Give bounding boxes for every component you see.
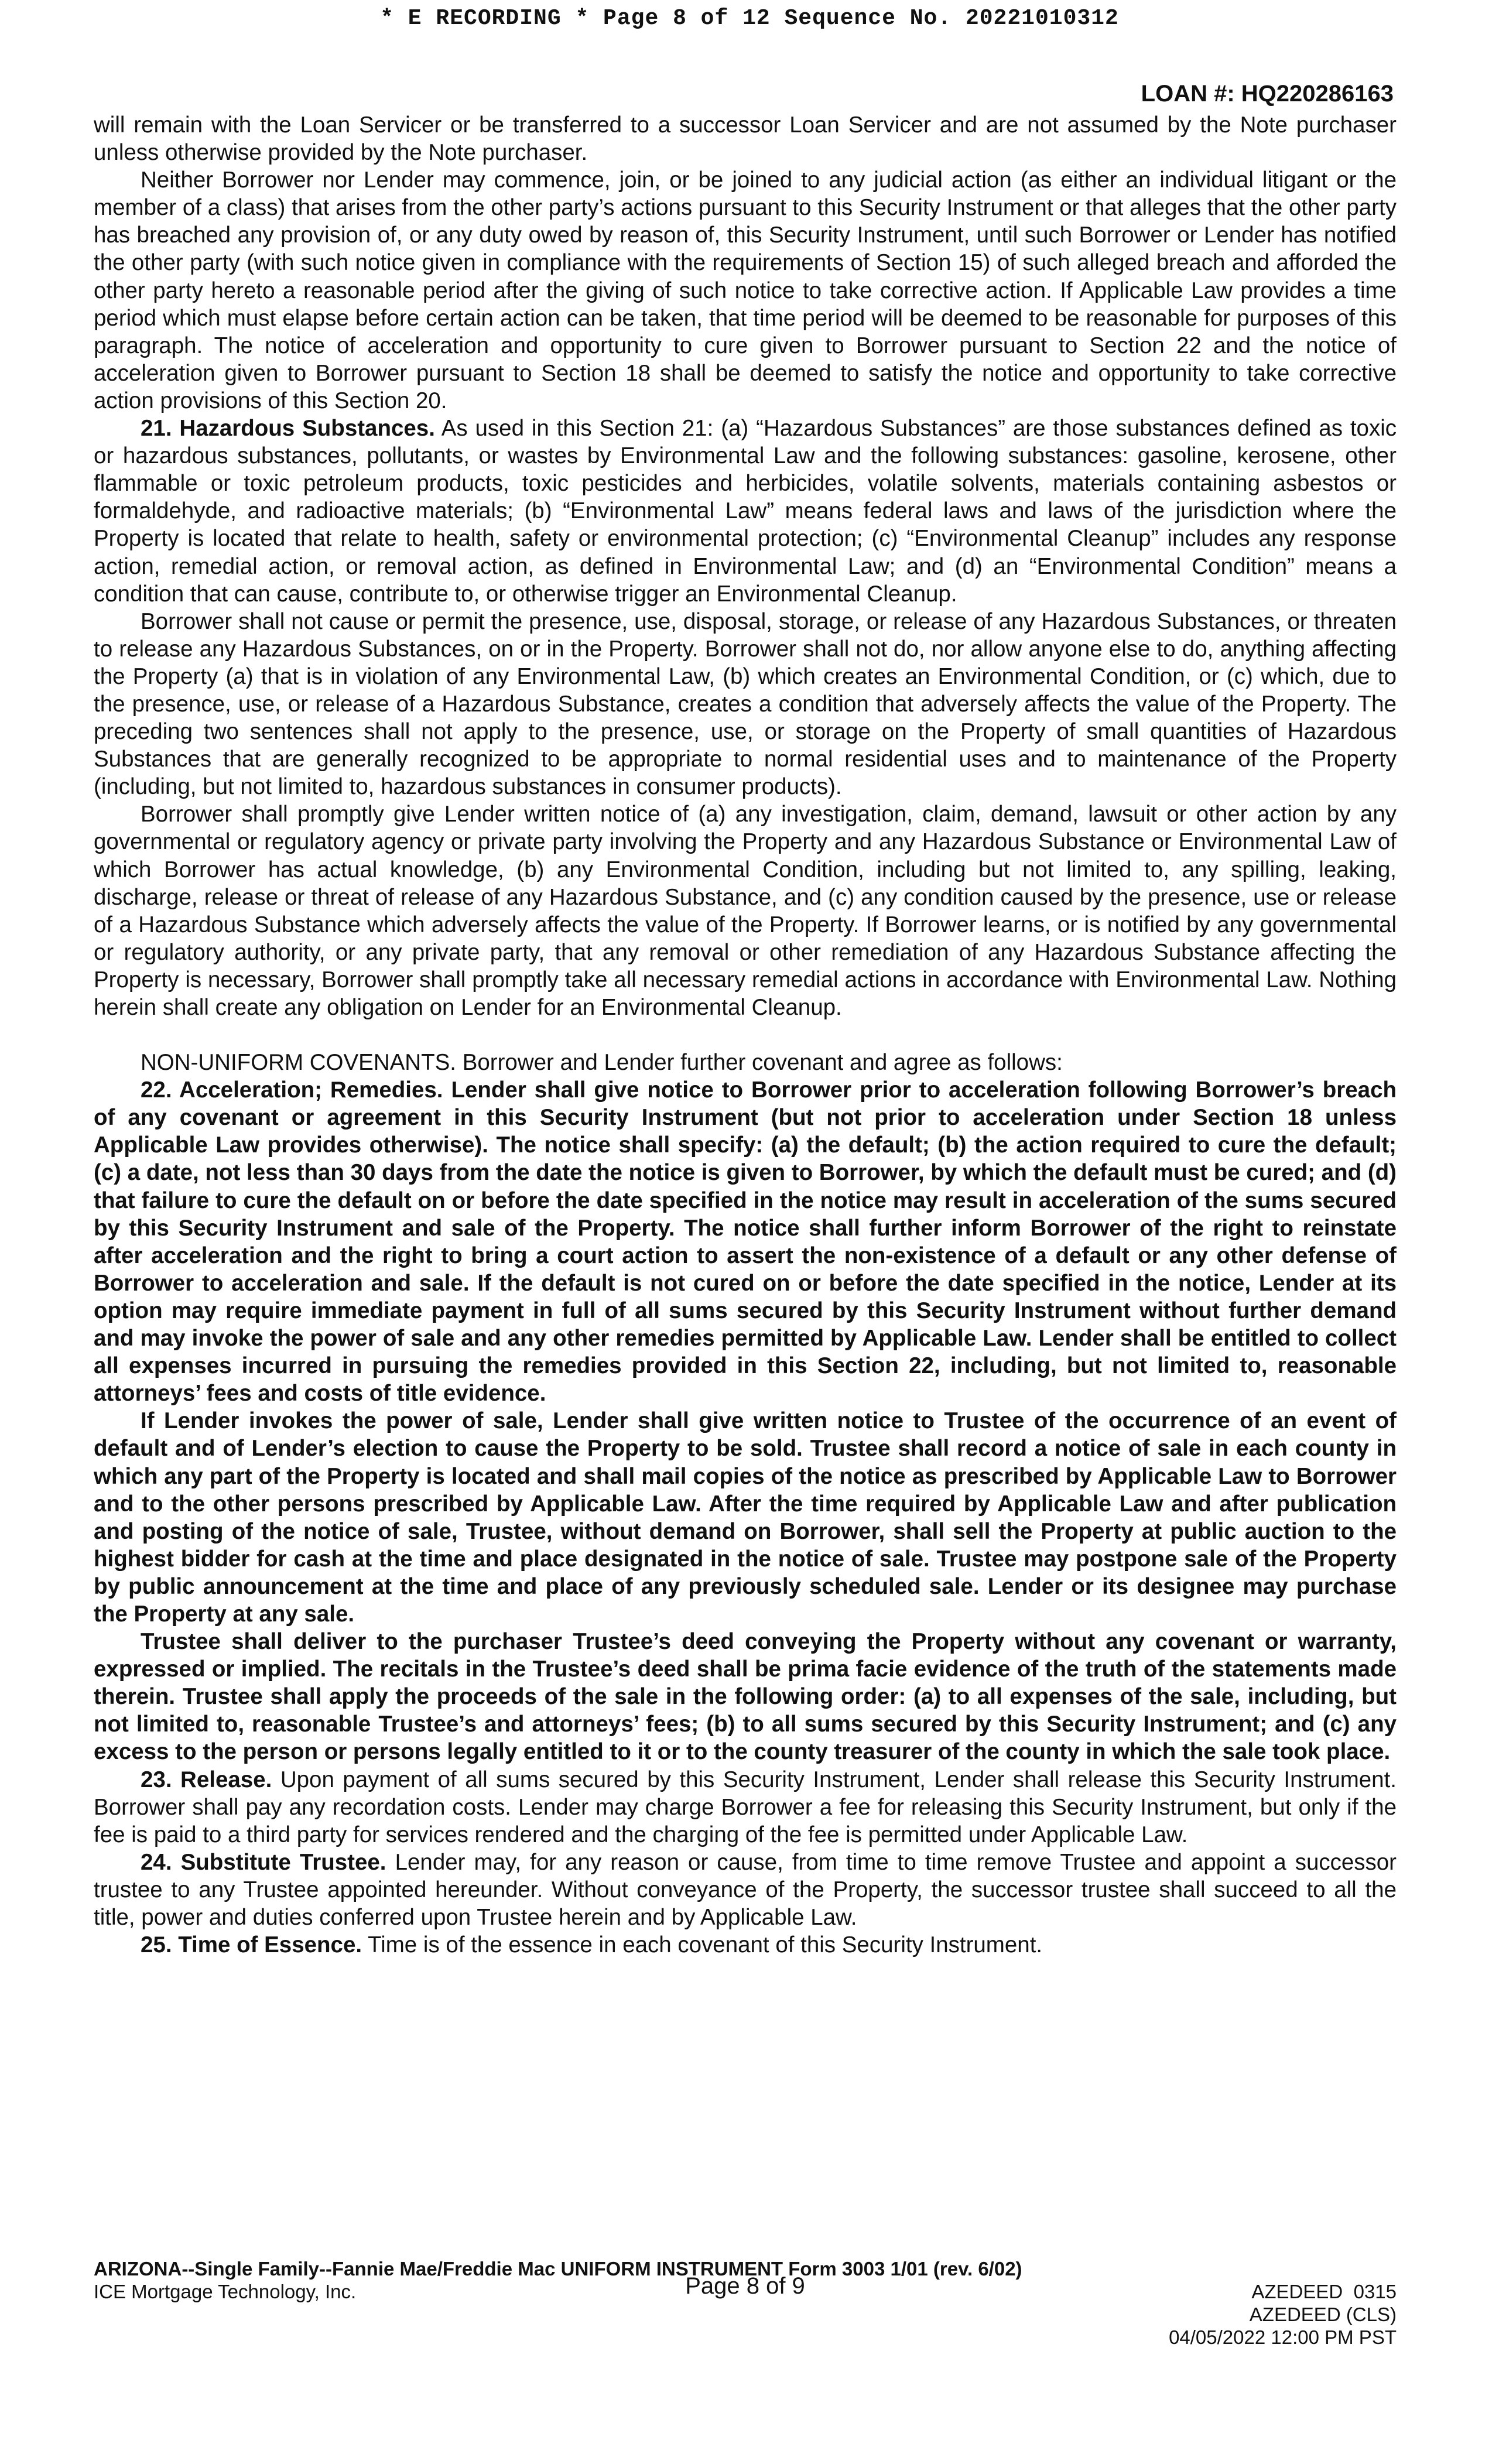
section-24-heading: 24. Substitute Trustee. [141,1849,386,1875]
print-timestamp: 04/05/2022 12:00 PM PST [1169,2326,1397,2348]
vendor-name: ICE Mortgage Technology, Inc. [94,2281,357,2302]
form-codes [1169,2280,1397,2349]
section-23 [94,1766,1397,1849]
paragraph-trustee-deed: Trustee shall deliver to the purchaser Trustee’s deed conveying the Property without any covenant or warranty, expressed or implied. The recitals in the Trustee’s deed shall be prima facie evidence of the truth of the statements made therein. Trustee shall apply the proceeds of the sale in the following order: (a) to all expenses of the sale, including, but not limited to, reasonable Trustee’s and attorneys’ fees; (b) to all sums secured by this Security Instrument; and (c) any excess to the person or persons legally entitled to it or to the county treasurer of the county in which the sale took place. [94,1629,1397,1765]
page-number: Page 8 of 9 [685,2273,805,2299]
recording-stamp: * E RECORDING * Page 8 of 12 Sequence No. 20221010312 [380,6,1119,31]
section-23-text: Upon payment of all sums secured by this Security Instrument, Lender shall release this Security Instrument. Borrower shall pay any recordation costs. Lender may charge Borrower a fee for releasing this Security Instrument, but only if the fee is paid to a third party for services rendered and the charging of the fee is permitted under Applicable Law. [94,1767,1397,1847]
loan-number: LOAN #: HQ220286163 [1141,81,1394,107]
section-24-text: Lender may, for any reason or cause, from time to time remove Trustee and appoint a successor trustee to any Trustee appointed hereunder. Without conveyance of the Property, the successor trustee shall succeed to all the title, power and duties conferred upon Trustee herein and by Applicable Law. [94,1849,1397,1930]
section-25 [94,1931,1397,1959]
section-22-heading: 22. Acceleration; Remedies. [141,1077,443,1103]
form-code-1: AZEDEED 0315 [1251,2281,1397,2302]
paragraph-borrower-notice: Borrower shall promptly give Lender written notice of (a) any investigation, claim, demand, lawsuit or other action by any governmental or regulatory agency or private party involving the Property and any Hazardous Substance or Environmental Law of which Borrower has actual knowledge, (b) any Environmental Condition, including but not limited to, any spilling, leaking, discharge, release or threat of release of any Hazardous Substance, and (c) any condition caused by the presence, use or release of a Hazardous Substance which adversely affects the value of the Property. If Borrower learns, or is notified by any governmental or regulatory authority, or any private party, that any removal or other remediation of any Hazardous Substance affecting the Property is necessary, Borrower shall promptly take all necessary remedial actions in accordance with Environmental Law. Nothing herein shall create any obligation on Lender for an Environmental Cleanup. [94,802,1397,1020]
non-uniform-covenants: NON-UNIFORM COVENANTS. Borrower and Lender further covenant and agree as follows: [141,1050,1063,1076]
spacer [94,1021,1397,1049]
section-24 [94,1849,1397,1931]
section-22-text: Lender shall give notice to Borrower prior to acceleration following Borrower’s breach of any covenant or agreement in this Security Instrument (but not prior to acceleration under Section 18 unless Applicable Law provides otherwise). The notice shall specify: (a) the default; (b) the action required to cure the default; (c) a date, not less than 30 days from the date the notice is given to Borrower, by which the default must be cured; and (d) that failure to cure the default on or before the date specified in the notice may result in acceleration of the sums secured by this Security Instrument and sale of the Property. The notice shall further inform Borrower of the right to reinstate after acceleration and the right to bring a court action to assert the non-existence of a default or any other defense of Borrower to acceleration and sale. If the default is not cured on or before the date specified in the notice, Lender at its option may require immediate payment in full of all sums secured by this Security Instrument without further demand and may invoke the power of sale and any other remedies permitted by Applicable Law. Lender shall be entitled to collect all expenses incurred in pursuing the remedies provided in this Section 22, including, but not limited to, reasonable attorneys’ fees and costs of title evidence. [94,1077,1397,1406]
section-22 [94,1076,1397,1407]
section-21 [94,415,1397,608]
section-23-heading: 23. Release. [141,1767,272,1792]
paragraph-continuation: will remain with the Loan Servicer or be transferred to a successor Loan Servicer and are not assumed by the Note purchaser unless otherwise provided by the Note purchaser. [94,112,1397,166]
section-25-heading: 25. Time of Essence. [141,1932,362,1958]
page-footer [94,2257,1397,2348]
document-body [94,111,1397,1959]
paragraph-power-of-sale: If Lender invokes the power of sale, Lender shall give written notice to Trustee of the occurrence of an event of default and of Lender’s election to cause the Property to be sold. Trustee shall record a notice of sale in each county in which any part of the Property is located and shall mail copies of the notice as prescribed by Applicable Law to Borrower and to the other persons prescribed by Applicable Law. After the time required by Applicable Law and after publication and posting of the notice of sale, Trustee, without demand on Borrower, shall sell the Property at public auction to the highest bidder for cash at the time and place designated in the notice of sale. Trustee may postpone sale of the Property by public announcement at the time and place of any previously scheduled sale. Lender or its designee may purchase the Property at any sale. [94,1408,1397,1627]
section-25-text: Time is of the essence in each covenant of this Security Instrument. [368,1932,1043,1958]
section-21-heading: 21. Hazardous Substances. [141,416,435,442]
paragraph-borrower-shall-not: Borrower shall not cause or permit the presence, use, disposal, storage, or release of any Hazardous Substances, or threaten to release any Hazardous Substances, on or in the Property. Borrower shall not do, nor allow anyone else to do, anything affecting the Property (a) that is in violation of any Environmental Law, (b) which creates an Environmental Condition, or (c) which, due to the presence, use, or release of a Hazardous Substance, creates a condition that adversely affects the value of the Property. The preceding two sentences shall not apply to the presence, use, or storage on the Property of small quantities of Hazardous Substances that are generally recognized to be appropriate to normal residential uses and to maintenance of the Property (including, but not limited to, hazardous substances in consumer products). [94,608,1397,800]
form-code-2: AZEDEED (CLS) [1249,2304,1397,2325]
form-identifier: ARIZONA--Single Family--Fannie Mae/Freddie Mac UNIFORM INSTRUMENT Form 3003 1/01 (rev. 6/02) [94,2258,1022,2280]
paragraph-judicial-action: Neither Borrower nor Lender may commence, join, or be joined to any judicial action (as either an individual litigant or the member of a class) that arises from the other party’s actions pursuant to this Security Instrument or that alleges that the other party has breached any provision of, or any duty owed by reason of, this Security Instrument, until such Borrower or Lender has notified the other party (with such notice given in compliance with the requirements of Section 15) of such alleged breach and afforded the other party hereto a reasonable period after the giving of such notice to take corrective action. If Applicable Law provides a time period which must elapse before certain action can be taken, that time period will be deemed to be reasonable for purposes of this paragraph. The notice of acceleration and opportunity to cure given to Borrower pursuant to Section 22 and the notice of acceleration given to Borrower pursuant to Section 18 shall be deemed to satisfy the notice and opportunity to take corrective action provisions of this Section 20. [94,167,1397,413]
section-21-text: As used in this Section 21: (a) “Hazardous Substances” are those substances defined as toxic or hazardous substances, pollutants, or wastes by Environmental Law and the following substances: gasoline, kerosene, other flammable or toxic petroleum products, toxic pesticides and herbicides, volatile solvents, materials containing asbestos or formaldehyde, and radioactive materials; (b) “Environmental Law” means federal laws and laws of the jurisdiction where the Property is located that relate to health, safety or environmental protection; (c) “Environmental Cleanup” includes any response action, remedial action, or removal action, as defined in Environmental Law; and (d) an “Environmental Condition” means a condition that can cause, contribute to, or otherwise trigger an Environmental Cleanup. [94,416,1397,607]
